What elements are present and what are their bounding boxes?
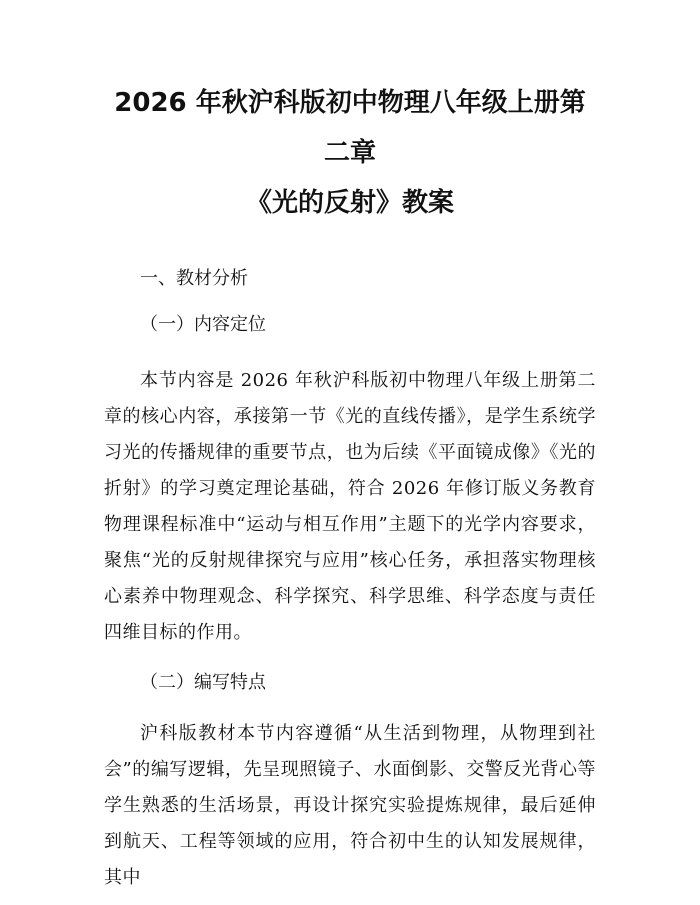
paragraph-writing-features: 沪科版教材本节内容遵循“从生活到物理，从物理到社会”的编写逻辑，先呈现照镜子、水面倒影、交警反光背心等学生熟悉的生活场景，再设计探究实验提炼规律，最后延伸到航天、工程等领域的应用，符合初中生的认知发展规律，其中 (104, 723, 596, 888)
subsection-heading-writing-features: （二）编写特点 (140, 672, 266, 693)
subsection-heading-content-positioning: （一）内容定位 (140, 314, 266, 335)
document-title-line2: 《光的反射》教案 (245, 188, 454, 218)
paragraph-content-positioning: 本节内容是 2026 年秋沪科版初中物理八年级上册第二章的核心内容，承接第一节《光的直线传播》，是学生系统学习光的传播规律的重要节点，也为后续《平面镜成像》《光的折射》的学习奠定理论基础，符合 2026 年修订版义务教育物理课程标准中“运动与相互作用”主题下的光学内容要求，聚焦“光的反射规律探究与应用”核心任务，承担落实物理核心素养中物理观念、科学探究、科学思维、科学态度与责任四维目标的作用。 (104, 370, 596, 643)
section-heading-teaching-material-analysis: 一、教材分析 (140, 268, 248, 289)
document-title-line1: 2026 年秋沪科版初中物理八年级上册第二章 (114, 88, 586, 168)
